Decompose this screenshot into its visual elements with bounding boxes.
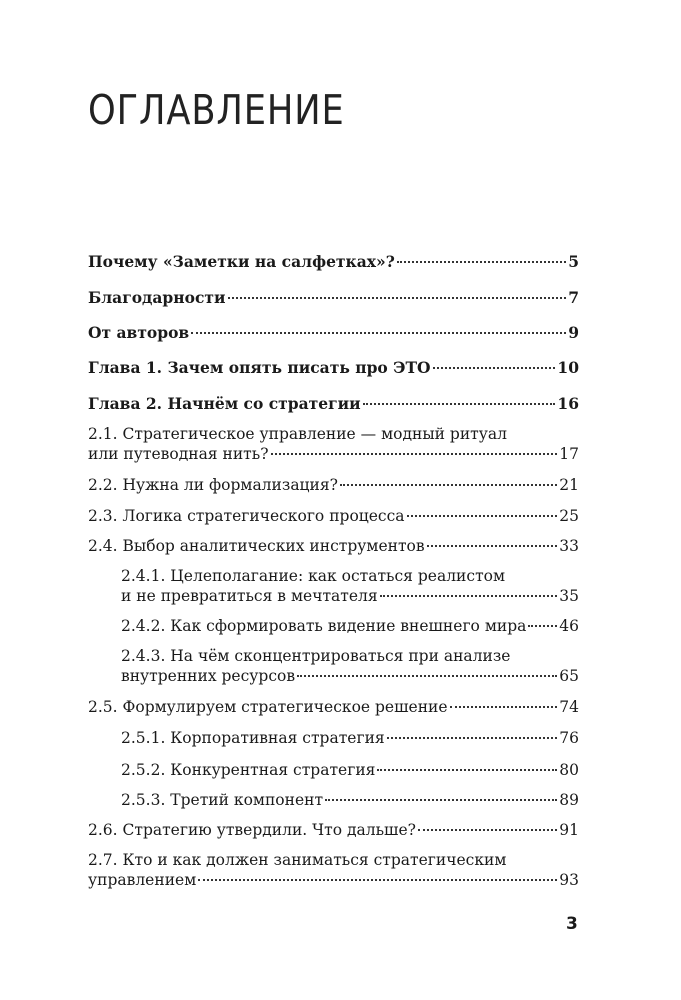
- toc-entry-title: 2.6. Стратегию утвердили. Что дальше?: [88, 821, 416, 839]
- toc-entry-title: 2.4.2. Как сформировать видение внешнего мира: [121, 617, 527, 635]
- toc-entry-title: внутренних ресурсов: [121, 667, 296, 685]
- toc-leader-dots: [418, 829, 557, 831]
- toc-entry-title: и не превратиться в мечтателя: [121, 587, 378, 605]
- toc-leader-dots: [340, 484, 557, 486]
- toc-entry-page: 35: [559, 587, 579, 605]
- toc-leader-dots: [450, 706, 558, 708]
- toc-leader-dots: [528, 625, 557, 627]
- toc-entry-title: Глава 1. Зачем опять писать про ЭТО: [88, 358, 431, 377]
- toc-entry[interactable]: [88, 424, 579, 464]
- toc-entry-title: управлением: [88, 871, 197, 889]
- toc-leader-dots: [297, 675, 557, 677]
- toc-entry-page: 93: [559, 871, 579, 889]
- toc-entry-page: 5: [568, 252, 579, 271]
- toc-leader-dots: [363, 403, 556, 405]
- toc-entry[interactable]: [121, 728, 579, 748]
- toc-entry-title: 2.5.1. Корпоративная стратегия: [121, 729, 385, 747]
- toc-leader-dots: [433, 367, 556, 369]
- toc-entry-page: 21: [559, 476, 579, 494]
- toc-entry[interactable]: [88, 697, 579, 717]
- toc-leader-dots: [377, 769, 557, 771]
- toc-entry-page: 74: [559, 698, 579, 716]
- toc-entry[interactable]: [88, 475, 579, 495]
- toc-leader-dots: [325, 799, 557, 801]
- toc-entry-page: 16: [557, 394, 579, 413]
- toc-entry-title-line: 2.7. Кто и как должен заниматься стратегическим: [88, 851, 507, 869]
- toc-entry-title: Благодарности: [88, 288, 226, 307]
- toc-entry-title: 2.4. Выбор аналитических инструментов: [88, 537, 425, 555]
- toc-entry[interactable]: [88, 394, 579, 414]
- toc-entry[interactable]: [88, 506, 579, 526]
- page-title: ОГЛАВЛЕНИЕ: [88, 86, 345, 134]
- toc-leader-dots: [228, 297, 567, 299]
- toc-entry-page: 17: [559, 445, 579, 463]
- toc-entry-title: 2.5. Формулируем стратегическое решение: [88, 698, 448, 716]
- toc-entry-title: Почему «Заметки на салфетках»?: [88, 252, 395, 271]
- toc-entry-title: 2.3. Логика стратегического процесса: [88, 507, 405, 525]
- toc-entry[interactable]: [88, 820, 579, 840]
- toc-entry-page: 91: [559, 821, 579, 839]
- toc-leader-dots: [380, 595, 558, 597]
- toc-leader-dots: [397, 261, 566, 263]
- toc-entry-title: От авторов: [88, 323, 190, 342]
- toc-entry-page: 76: [559, 729, 579, 747]
- toc-leader-dots: [191, 332, 566, 334]
- toc-entry-title-line: 2.4.1. Целеполагание: как остаться реалистом: [121, 567, 506, 585]
- toc-entry-title: или путеводная нить?: [88, 445, 269, 463]
- toc-leader-dots: [198, 879, 557, 881]
- toc-entry-page: 65: [559, 667, 579, 685]
- toc-entry-title: 2.5.3. Третий компонент: [121, 791, 324, 809]
- toc-entry[interactable]: [88, 536, 579, 556]
- toc-entry-page: 7: [568, 288, 579, 307]
- page-number: 3: [566, 914, 578, 934]
- toc-entry[interactable]: [121, 760, 579, 780]
- toc-entry-page: 25: [559, 507, 579, 525]
- toc-entry-page: 89: [559, 791, 579, 809]
- toc-entry[interactable]: [121, 616, 579, 636]
- toc-entry-page: 10: [557, 358, 579, 377]
- toc-entry-title: 2.2. Нужна ли формализация?: [88, 476, 338, 494]
- toc-entry[interactable]: [121, 646, 579, 686]
- toc-leader-dots: [387, 737, 558, 739]
- toc-entry[interactable]: [121, 566, 579, 606]
- toc-entry-page: 46: [559, 617, 579, 635]
- toc-entry[interactable]: [121, 790, 579, 810]
- toc-entry-title: 2.5.2. Конкурентная стратегия: [121, 761, 376, 779]
- toc-entry-title-line: 2.4.3. На чём сконцентрироваться при анализе: [121, 647, 511, 665]
- toc-entry[interactable]: [88, 323, 579, 343]
- toc-leader-dots: [271, 453, 558, 455]
- toc-entry-page: 9: [568, 323, 579, 342]
- toc-entry-title-line: 2.1. Стратегическое управление — модный ритуал: [88, 425, 507, 443]
- toc-entry[interactable]: [88, 288, 579, 308]
- toc-entry[interactable]: [88, 358, 579, 378]
- toc-entry-page: 80: [559, 761, 579, 779]
- toc-leader-dots: [407, 515, 558, 517]
- toc-entry-page: 33: [559, 537, 579, 555]
- toc-leader-dots: [427, 545, 558, 547]
- toc-entry[interactable]: [88, 252, 579, 272]
- toc-entry-title: Глава 2. Начнём со стратегии: [88, 394, 361, 413]
- toc-entry[interactable]: [88, 850, 579, 890]
